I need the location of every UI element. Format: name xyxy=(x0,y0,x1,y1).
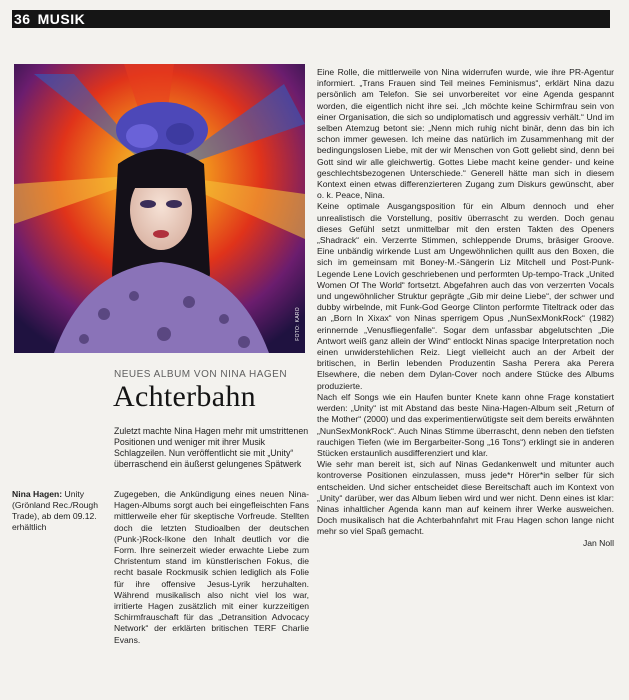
section-title: MUSIK xyxy=(37,11,86,27)
article-headline: Achterbahn xyxy=(113,380,256,413)
article-author: Jan Noll xyxy=(582,537,614,548)
article-teaser: Zuletzt machte Nina Hagen mehr mit umstrittenen Positionen und weniger mit ihrer Musik Schlagzeilen. Nun veröffentlicht sie mit „Unity“ überraschend ein äußerst gelungenes Spätwerk xyxy=(114,426,309,469)
album-info-name: Nina Hagen: xyxy=(12,489,63,499)
portrait-illustration xyxy=(14,64,305,353)
article-paragraph: Eine Rolle, die mittlerweile von Nina widerrufen wurde, wie ihre PR-Agentur informiert. „Trans Frauen sind Teil meines Feminismus“, erklärt Nina dazu persönlich am Telefon. Sie sei unvorbereitet vor eine Agenda gespannt worden, die eigentlich nicht ihre sei. „Ich möchte keine Schirmfrau sein von einer Organisation, die sich so undiplomatisch und aggressiv verhält.“ Und im selben Atemzug betont sie: „Nenn mich ruhig nicht binär, denn das bin ich schon immer gewesen. Ich meine das natürlich im Zusammenhang mit der bedingungslosen Liebe, mit der wir Menschen von Gott geliebt sind, denn bei Gott sind wir alle gleichwertig. Gottes Liebe macht keine gender- und keine geschlechtsbezogenen Unterschiede.“ Generell hätte man sich in diesem Kontext einen etwas differenzierteren Zugang zum Diskurs gewünscht, aber o. k. Peace, Nina. xyxy=(317,67,614,201)
article-paragraph: Keine optimale Ausgangsposition für ein Album dennoch und eher unrealistisch die Vorstellung, positiv überrascht zu werden. Doch genau dieses Gefühl setzt unmittelbar mit den ersten Takten des Openers „Shadrack“ ein. Verzerrte Stimmen, schleppende Drums, bräsiger Groove. Eine unbändig wirkende Lust am Ungewöhnlichen quillt aus den Boxen, die sich im gemeinsam mit Boney-M.-Sängerin Liz Mitchell und Post-Punk-Legende Lene Lovich geschriebenen und performten Up-tempo-Track „United Women Of The World“ fortsetzt. Abgefahren auch das von verzerrten Vocals und ungewöhnlicher Struktur geprägte „Gib mir deine Liebe“, der schwer und dubby wirbelnde, mit Funk-God George Clinton performte Titeltrack oder das an „Born In Xixax“ von Ninas sperrigem Opus „NunSexMonkRock“ (1982) erinnernde „Venusfliegenfalle“. Sogar dem unfassbar abgelutschten „Die Antwort weiß ganz allein der Wind“ entlockt Ninas spacige Interpretation noch einen unwiderstehlichen Reiz. Liegt vielleicht auch an der Arbeit der britischen, in Berlin lebenden Produzentin Sasha Perera aka Perera Elsewhere, die neben dem Dylan-Cover noch andere Stücke des Albums produzierte. xyxy=(317,201,614,391)
article-column-right xyxy=(317,67,614,692)
article-paragraph: Nach elf Songs wie ein Haufen bunter Knete kann ohne Frage konstatiert werden: „Unity“ ist mit Abstand das beste Nina-Hagen-Album seit „Return of the Mother“ (2000) und das experimentierwütigste seit dem bereits erwähnten „NunSexMonkRock“. Auch Ninas Stimme überrascht, denn neben den tiefsten rauchigen Tiefen (wie im Bergarbeiter-Song „16 Tons“) erklingt sie in anderen Stücken erstaunlich ausdifferenziert und klar. xyxy=(317,391,614,458)
article-kicker: NEUES ALBUM VON NINA HAGEN xyxy=(114,369,288,380)
page-number: 36 xyxy=(14,11,31,27)
album-info-box xyxy=(12,489,104,533)
article-photo xyxy=(14,64,305,353)
article-paragraph: Wie sehr man bereit ist, sich auf Ninas Gedankenwelt und mitunter auch kontroverse Positionen einzulassen, muss jede*r Hörer*in selber für sich entscheiden. Und sicher entscheidet diese Bereitschaft auch im Kontext von „Unity“ darüber, wer das Album lieben wird und wer nicht. Denn eines ist klar: Ninas inhaltlicher Agenda kann man auf keinem ihrer Werke ausweichen. Doch musikalisch hat die Achterbahnfahrt mit Frau Hagen schon lange nicht mehr so viel Spaß gemacht. xyxy=(317,459,614,537)
article-paragraph: Zugegeben, die Ankündigung eines neuen Nina-Hagen-Albums sorgt auch bei eingefleischten Fans mittlerweile eher für skeptische Vorfreude. Stellten doch die letzten Studioalben der deutschen (Punk-)Rock-Ikone den Inhalt deutlich vor die Form. Ihre seinerzeit wieder erwachte Liebe zum Christentum stand im künstlerischen Fokus, die recht basale Rockmusik schien lediglich als Folie für ihre offensive Jesus-Lyrik herzuhalten. Während musikalisch also nicht viel los war, irritierte Hagen zusätzlich mit einer kurzzeitigen Schirmfrauschaft für das „Detransition Advocacy Network“ der erklärten britischen TERF Charlie Evans. xyxy=(114,489,309,645)
article-column-left xyxy=(114,489,309,689)
page-header xyxy=(12,10,610,28)
album-info-details: Unity (Grönland Rec./Rough Trade), ab dem 09.12. erhältlich xyxy=(12,489,98,532)
photo-credit: FOTO: KARO xyxy=(295,307,301,341)
